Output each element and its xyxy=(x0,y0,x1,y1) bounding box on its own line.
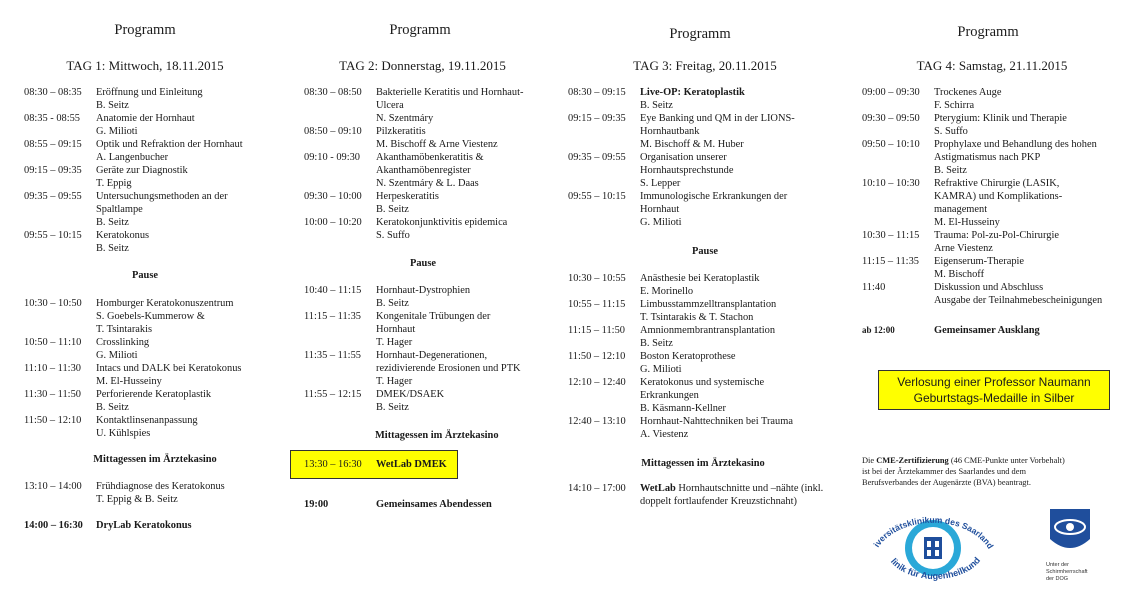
session-item: 13:10 – 14:00 Frühdiagnose des Keratokonus T. Eppig & B. Seitz xyxy=(24,481,225,505)
session-item: 11:55 – 12:15 DMEK/DSAEK B. Seitz xyxy=(304,389,445,413)
session-item: 10:40 – 11:15 Hornhaut-Dystrophien B. Seitz xyxy=(304,285,471,309)
lunch-label: Mittagessen im Ärztekasino xyxy=(641,458,765,469)
session-item: 11:15 – 11:50 Amnionmembrantransplantation B. Seitz xyxy=(568,325,776,349)
column-day-2 xyxy=(280,0,565,595)
session-item: 12:40 – 13:10 Hornhaut-Nahttechniken bei Trauma A. Viestenz xyxy=(568,416,793,440)
session-item: 08:30 – 08:50 Bakterielle Keratitis und Hornhaut- Ulcera N. Szentmáry xyxy=(304,87,524,124)
session-item: 10:50 – 11:10 Crosslinking G. Milioti xyxy=(24,337,150,361)
column-day-1 xyxy=(0,0,280,595)
session-list xyxy=(568,272,848,441)
lunch-label: Mittagessen im Ärztekasino xyxy=(375,430,499,441)
day-heading: TAG 2: Donnerstag, 19.11.2015 xyxy=(339,58,506,73)
session-item: 09:50 – 10:10 Prophylaxe und Behandlung des hohen Astigmatismus nach PKP B. Seitz xyxy=(862,139,1097,176)
closing-session: ab 12:00 Gemeinsamer Ausklang xyxy=(862,325,1040,336)
pause-label: Pause xyxy=(692,246,718,257)
session-list xyxy=(304,284,562,414)
session-item: 09:30 – 10:00 Herpeskeratitis B. Seitz xyxy=(304,191,439,215)
session-item: 09:00 – 09:30 Trockenes Auge F. Schirra xyxy=(862,87,1002,111)
day-heading: TAG 1: Mittwoch, 18.11.2015 xyxy=(66,58,224,73)
cme-note: Die CME-Zertifizierung (46 CME-Punkte unter Vorbehalt) ist bei der Ärztekammer des Saarlandes und dem Berufsverbandes der Augenärzte (BVA) beantragt. xyxy=(862,456,1065,487)
session-item: 09:55 – 10:15 Keratokonus B. Seitz xyxy=(24,230,150,254)
session-item: 09:55 – 10:15 Immunologische Erkrankungen der Hornhaut G. Milioti xyxy=(568,191,788,228)
session-item: 11:30 – 11:50 Perforierende Keratoplastik B. Seitz xyxy=(24,389,212,413)
dinner-session: 19:00 Gemeinsames Abendessen xyxy=(304,499,492,510)
session-item: 10:30 – 10:50 Homburger Keratokonuszentrum S. Goebels-Kummerow & T. Tsintarakis xyxy=(24,298,234,335)
program-title: Programm xyxy=(957,24,1019,40)
session-item: 11:50 – 12:10 Boston Keratoprothese G. Milioti xyxy=(568,351,736,375)
session-item: 11:40 Diskussion und Abschluss Ausgabe der Teilnahmebescheinigungen xyxy=(862,282,1103,306)
session-item: 08:35 - 08:55 Anatomie der Hornhaut G. Milioti xyxy=(24,113,195,137)
session-item: 08:30 – 09:15 Live-OP: Keratoplastik B. Seitz xyxy=(568,87,745,111)
session-item: 10:10 – 10:30 Refraktive Chirurgie (LASIK, KAMRA) und Komplikations- management M. El-Husseiny xyxy=(862,178,1063,228)
session-item: 09:30 – 09:50 Pterygium: Klinik und Therapie S. Suffo xyxy=(862,113,1067,137)
column-day-3 xyxy=(565,0,850,595)
session-item: 10:55 – 11:15 Limbusstammzelltransplantation T. Tsintarakis & T. Stachon xyxy=(568,299,777,323)
column-day-4 xyxy=(850,0,1123,595)
university-clinic-logo xyxy=(858,493,1008,593)
session-item: 10:00 – 10:20 Keratokonjunktivitis epidemica S. Suffo xyxy=(304,217,508,241)
day-heading: TAG 4: Samstag, 21.11.2015 xyxy=(916,58,1068,73)
session-item: 09:35 – 09:55 Organisation unserer Hornhautsprechstunde S. Lepper xyxy=(568,152,734,189)
session-item: 11:15 – 11:35 Eigenserum-Therapie M. Bischoff xyxy=(862,256,1025,280)
session-list xyxy=(24,480,280,506)
wetlab-session: 13:30 – 16:30 WetLab DMEK xyxy=(304,459,447,470)
dog-patronage-logo xyxy=(1046,505,1094,585)
wetlab-session: 14:10 – 17:00 WetLab Hornhautschnitte und –nähte (inkl. doppelt fortlaufender Kreuzstichnaht) xyxy=(568,483,824,507)
pause-label: Pause xyxy=(410,258,436,269)
session-item: 10:30 – 10:55 Anästhesie bei Keratoplastik E. Morinello xyxy=(568,273,760,297)
session-item: 09:15 – 09:35 Eye Banking und QM in der LIONS- Hornhautbank M. Bischoff & M. Huber xyxy=(568,113,795,150)
session-list xyxy=(304,86,562,242)
session-item: 09:10 - 09:30 Akanthamöbenkeratitis & Akanthamöbenregister N. Szentmáry & L. Daas xyxy=(304,152,484,189)
session-item: 09:35 – 09:55 Untersuchungsmethoden an der Spaltlampe B. Seitz xyxy=(24,191,228,228)
day-heading: TAG 3: Freitag, 20.11.2015 xyxy=(633,58,777,73)
session-item: 11:50 – 12:10 Kontaktlinsenanpassung U. Kühlspies xyxy=(24,415,198,439)
program-title: Programm xyxy=(114,22,176,38)
session-item: 09:15 – 09:35 Geräte zur Diagnostik T. Eppig xyxy=(24,165,188,189)
session-list xyxy=(862,86,1123,307)
session-item: 08:30 – 08:35 Eröffnung und Einleitung B. Seitz xyxy=(24,87,203,111)
dog-patronage-text: Unter der Schirmherrschaft der DOG xyxy=(1046,562,1088,582)
lunch-label: Mittagessen im Ärztekasino xyxy=(93,454,217,465)
pause-label: Pause xyxy=(132,270,158,281)
session-item: 08:55 – 09:15 Optik und Refraktion der Hornhaut A. Langenbucher xyxy=(24,139,243,163)
session-list xyxy=(24,297,280,440)
drylab-session: 14:00 – 16:30 DryLab Keratokonus xyxy=(24,520,192,531)
program-title: Programm xyxy=(669,26,731,42)
svg-text:Universitätsklinikum des Saarl: iversitätsklinikum des Saarland xyxy=(871,514,996,551)
session-list xyxy=(568,86,848,229)
session-item: 11:35 – 11:55 Hornhaut-Degenerationen, rezidivierende Erosionen und PTK T. Hager xyxy=(304,350,521,387)
program-title: Programm xyxy=(389,22,451,38)
session-item: 08:50 – 09:10 Pilzkeratitis M. Bischoff & Arne Viestenz xyxy=(304,126,498,150)
session-item: 12:10 – 12:40 Keratokonus und systemische Erkrankungen B. Käsmann-Kellner xyxy=(568,377,765,414)
svg-text:Klinik für Augenheilkunde: linik für Augenheilkund xyxy=(888,555,983,582)
session-item: 11:10 – 11:30 Intacs und DALK bei Keratokonus M. El-Husseiny xyxy=(24,363,242,387)
session-item: 10:30 – 11:15 Trauma: Pol-zu-Pol-Chirurgie Arne Viestenz xyxy=(862,230,1059,254)
session-list xyxy=(24,86,280,255)
session-item: 11:15 – 11:35 Kongenitale Trübungen der Hornhaut T. Hager xyxy=(304,311,491,348)
raffle-box: Verlosung einer Professor Naumann Geburtstags-Medaille in Silber xyxy=(878,370,1110,410)
